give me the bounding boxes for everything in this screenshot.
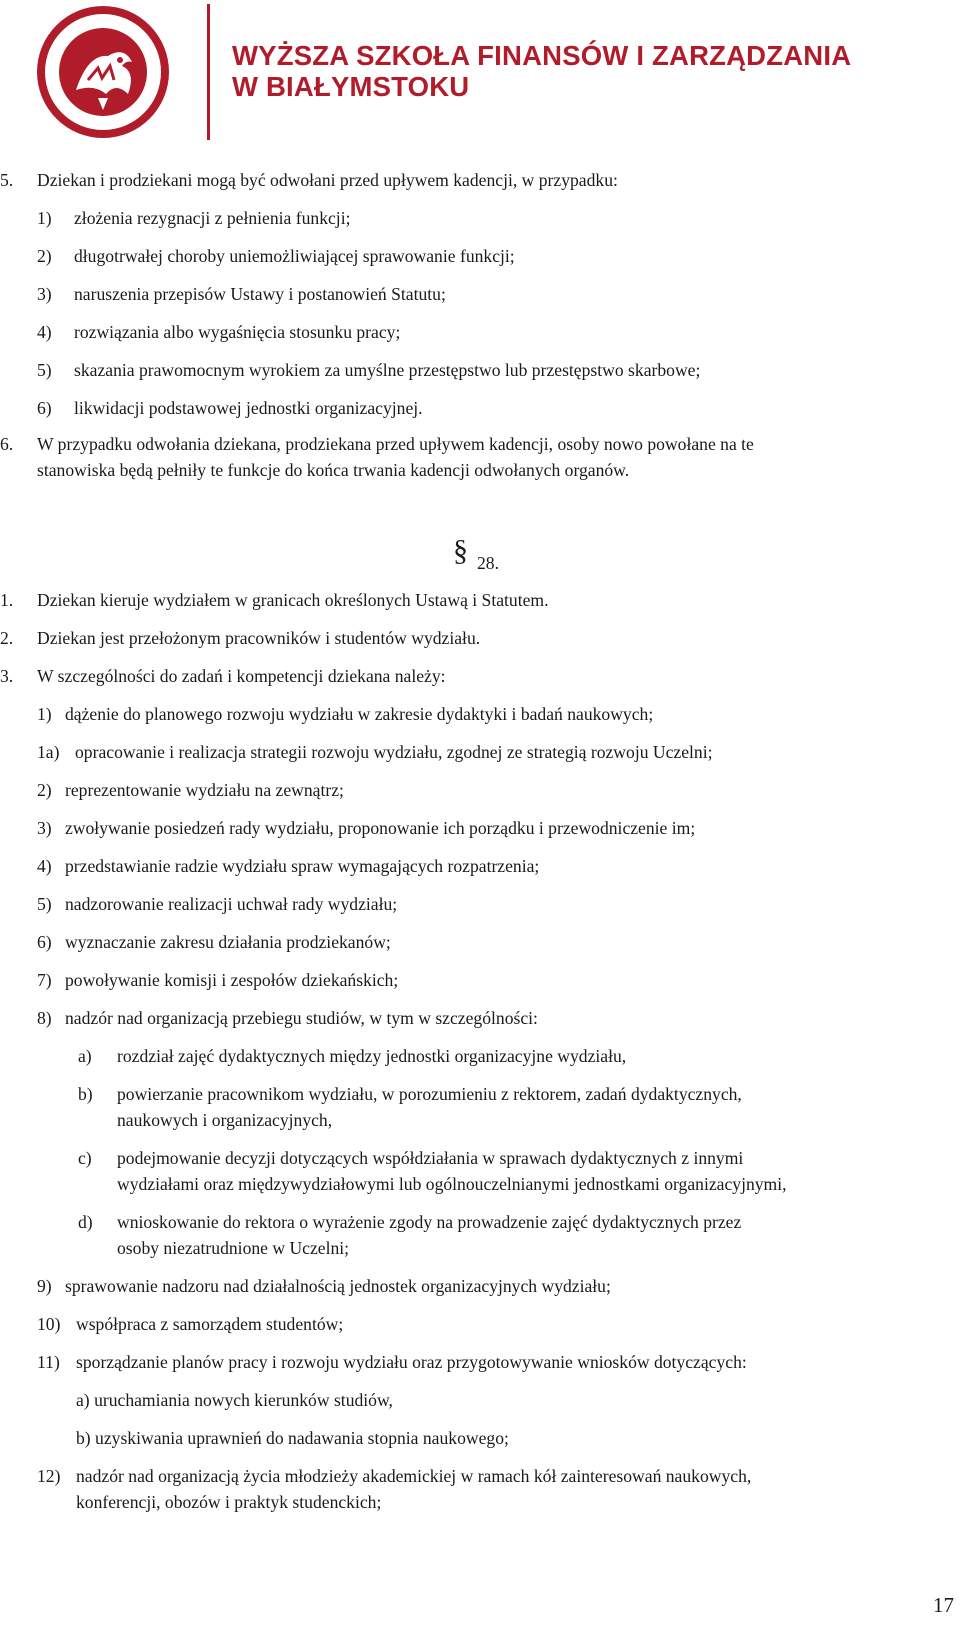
list-item-text: złożenia rezygnacji z pełnienia funkcji; xyxy=(74,208,351,228)
list-item-text: nadzór nad organizacją przebiegu studiów, w tym w szczególności: xyxy=(65,1008,538,1028)
list-item-text: dążenie do planowego rozwoju wydziału w zakresie dydaktyki i badań naukowych; xyxy=(65,704,654,724)
list-item-number: 9) xyxy=(37,1276,52,1296)
list-item-number: 2) xyxy=(37,780,52,800)
list-item-text: likwidacji podstawowej jednostki organizacyjnej. xyxy=(74,398,423,418)
list-item-number: 7) xyxy=(37,970,52,990)
list-item-text: przedstawianie radzie wydziału spraw wymagających rozpatrzenia; xyxy=(65,856,540,876)
sub-list-item-letter: a) xyxy=(78,1046,92,1066)
list-item-text: opracowanie i realizacja strategii rozwoju wydziału, zgodnej ze strategią rozwoju Uczelni; xyxy=(75,742,713,762)
paragraph-number: 2. xyxy=(0,628,14,648)
list-item-number: 3) xyxy=(37,284,52,304)
list-item-number: 8) xyxy=(37,1008,52,1028)
paragraph-text: Dziekan kieruje wydziałem w granicach określonych Ustawą i Statutem. xyxy=(37,590,549,610)
list-item-number: 11) xyxy=(37,1352,60,1372)
sub-list-item-letter: b) xyxy=(78,1084,93,1104)
header-divider xyxy=(207,4,210,140)
list-item-text: reprezentowanie wydziału na zewnątrz; xyxy=(65,780,344,800)
institution-name xyxy=(232,40,851,102)
institution-name-line2: W BIAŁYMSTOKU xyxy=(232,71,470,102)
list-item-text: wyznaczanie zakresu działania prodziekanów; xyxy=(65,932,391,952)
sub-list-item-text: wydziałami oraz międzywydziałowymi lub ogólnouczelnianymi jednostkami organizacyjnymi, xyxy=(117,1174,787,1194)
list-item-number: 5) xyxy=(37,894,52,914)
list-item-text: konferencji, obozów i praktyk studenckich; xyxy=(76,1492,382,1512)
sub-list-item-text: wnioskowanie do rektora o wyrażenie zgody na prowadzenie zajęć dydaktycznych przez xyxy=(117,1212,742,1232)
paragraph-number: 1. xyxy=(0,590,14,610)
paragraph-text: stanowiska będą pełniły te funkcje do końca trwania kadencji odwołanych organów. xyxy=(37,460,630,480)
sub-list-item-text: rozdział zajęć dydaktycznych między jednostki organizacyjne wydziału, xyxy=(117,1046,627,1066)
list-item-text: zwoływanie posiedzeń rady wydziału, proponowanie ich porządku i przewodniczenie im; xyxy=(65,818,696,838)
list-item-text: współpraca z samorządem studentów; xyxy=(76,1314,344,1334)
section-symbol: § xyxy=(453,534,468,567)
list-item-number: 6) xyxy=(37,398,52,418)
sub-list-item-text: naukowych i organizacyjnych, xyxy=(117,1110,333,1130)
list-item-number: 3) xyxy=(37,818,52,838)
list-item-text: skazania prawomocnym wyrokiem za umyślne przestępstwo lub przestępstwo skarbowe; xyxy=(74,360,701,380)
list-item-number: 1a) xyxy=(37,742,60,762)
page-number: 17 xyxy=(933,1593,954,1617)
list-item-number: 4) xyxy=(37,856,52,876)
sub-list-item-text: a) uruchamiania nowych kierunków studiów, xyxy=(76,1390,393,1410)
paragraph-number: 3. xyxy=(0,666,14,686)
institution-name-line1: WYŻSZA SZKOŁA FINANSÓW I ZARZĄDZANIA xyxy=(232,40,852,71)
list-item-number: 10) xyxy=(37,1314,61,1334)
list-item-text: nadzór nad organizacją życia młodzieży akademickiej w ramach kół zainteresowań naukowych, xyxy=(76,1466,752,1486)
list-item-number: 6) xyxy=(37,932,52,952)
paragraph-text: Dziekan i prodziekani mogą być odwołani przed upływem kadencji, w przypadku: xyxy=(37,170,618,190)
sub-list-item-letter: c) xyxy=(78,1148,92,1168)
paragraph-text: Dziekan jest przełożonym pracowników i studentów wydziału. xyxy=(37,628,481,648)
paragraph-text: W szczególności do zadań i kompetencji dziekana należy: xyxy=(37,666,446,686)
list-item-text: powoływanie komisji i zespołów dziekańskich; xyxy=(65,970,399,990)
page-header xyxy=(0,0,960,150)
list-item-number: 5) xyxy=(37,360,52,380)
list-item-number: 2) xyxy=(37,246,52,266)
sub-list-item-text: podejmowanie decyzji dotyczących współdziałania w sprawach dydaktycznych z innymi xyxy=(117,1148,744,1168)
list-item-text: rozwiązania albo wygaśnięcia stosunku pracy; xyxy=(74,322,401,342)
section-number: 28. xyxy=(477,553,499,573)
university-seal-logo xyxy=(28,2,178,142)
list-item-number: 1) xyxy=(37,208,52,228)
list-item-text: długotrwałej choroby uniemożliwiającej sprawowanie funkcji; xyxy=(74,246,515,266)
sub-list-item-text: b) uzyskiwania uprawnień do nadawania stopnia naukowego; xyxy=(76,1428,509,1448)
list-item-number: 1) xyxy=(37,704,52,724)
paragraph-text: W przypadku odwołania dziekana, prodziekana przed upływem kadencji, osoby nowo powołane na te xyxy=(37,434,754,454)
list-item-text: naruszenia przepisów Ustawy i postanowień Statutu; xyxy=(74,284,446,304)
sub-list-item-text: powierzanie pracownikom wydziału, w porozumieniu z rektorem, zadań dydaktycznych, xyxy=(117,1084,742,1104)
list-item-text: nadzorowanie realizacji uchwał rady wydziału; xyxy=(65,894,398,914)
sub-list-item-letter: d) xyxy=(78,1212,93,1232)
sub-list-item-text: osoby niezatrudnione w Uczelni; xyxy=(117,1238,350,1258)
list-item-text: sprawowanie nadzoru nad działalnością jednostek organizacyjnych wydziału; xyxy=(65,1276,611,1296)
list-item-number: 4) xyxy=(37,322,52,342)
paragraph-number: 5. xyxy=(0,170,14,190)
paragraph-number: 6. xyxy=(0,434,14,454)
list-item-text: sporządzanie planów pracy i rozwoju wydziału oraz przygotowywanie wniosków dotyczących: xyxy=(76,1352,747,1372)
list-item-number: 12) xyxy=(37,1466,61,1486)
